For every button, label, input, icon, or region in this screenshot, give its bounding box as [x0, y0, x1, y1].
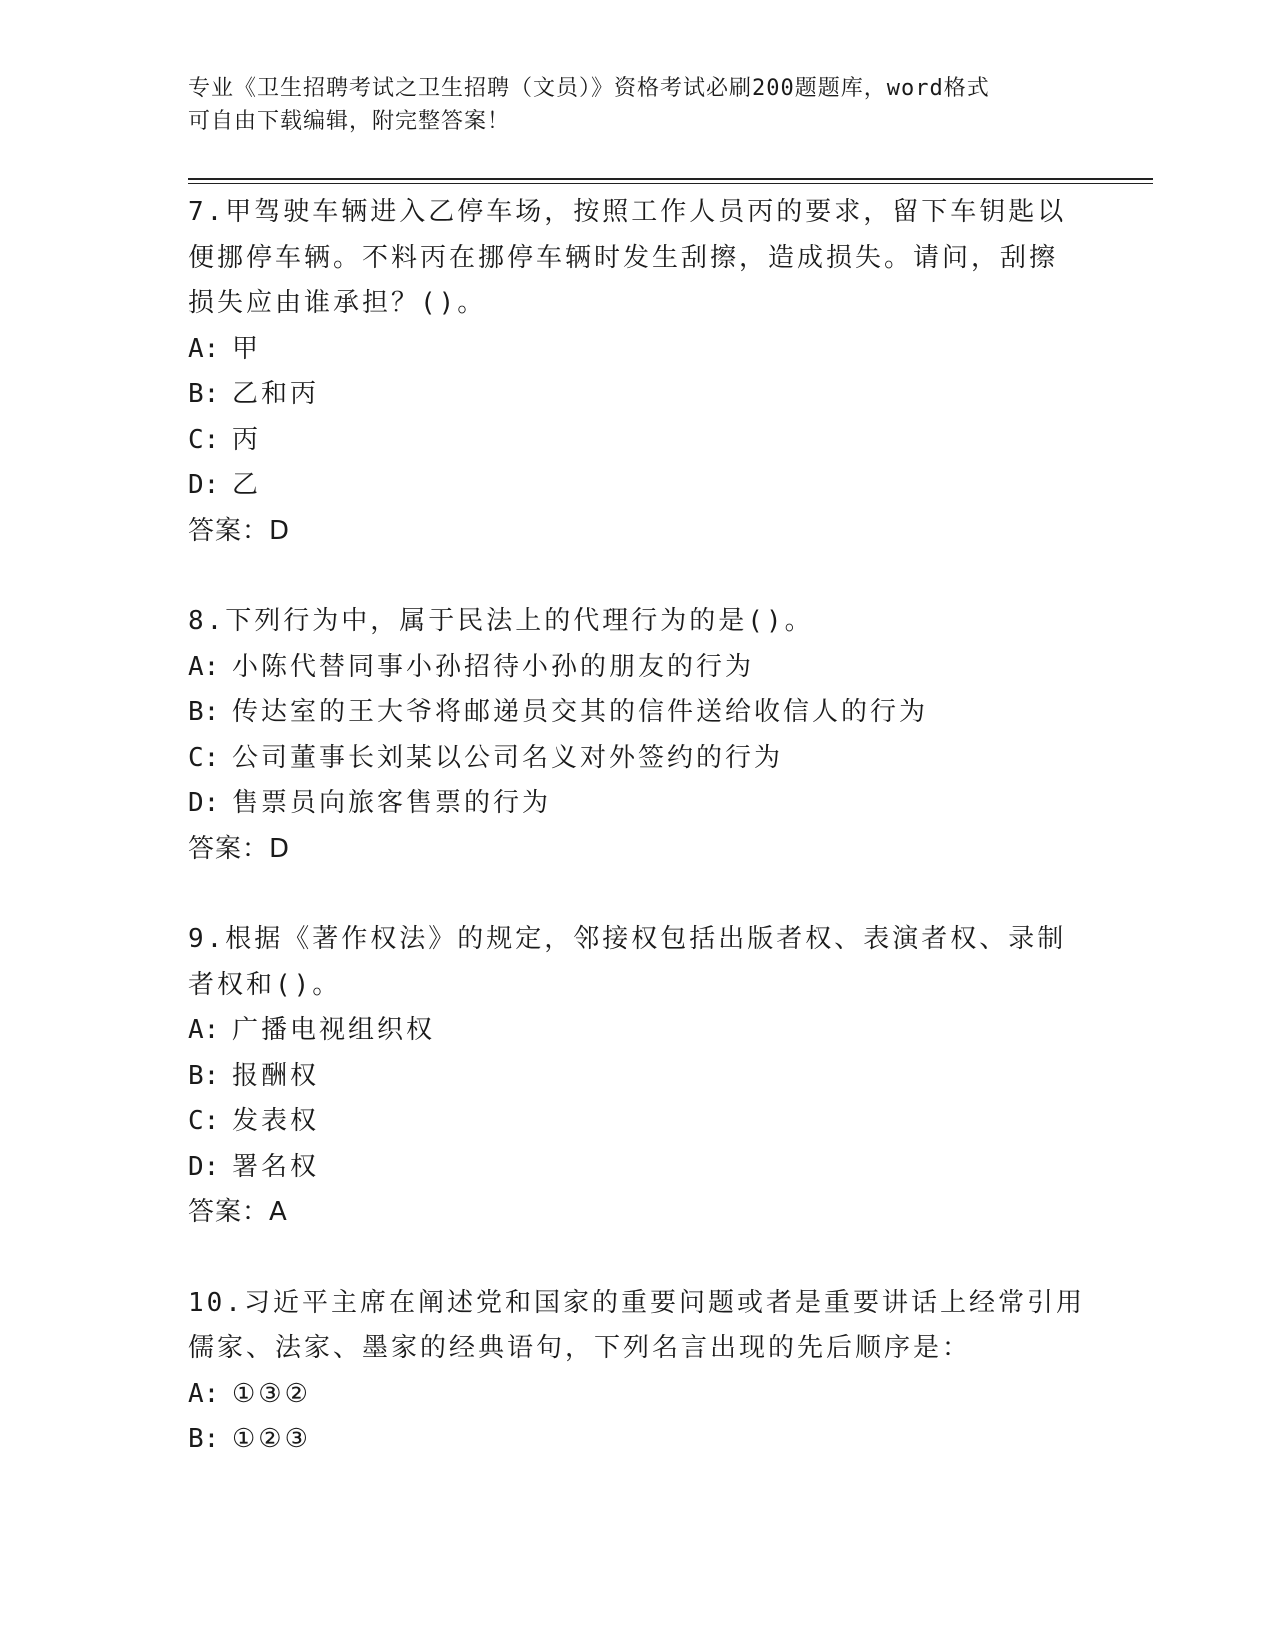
- option-b: [188, 1054, 1088, 1100]
- option-b: [188, 372, 1088, 418]
- option-text: ①②③: [232, 1424, 311, 1454]
- option-label: A:: [188, 651, 220, 682]
- option-label: A:: [188, 1015, 220, 1045]
- option-label: C:: [188, 1106, 220, 1136]
- option-text: 甲: [232, 333, 262, 364]
- option-c: [188, 418, 1088, 464]
- option-label: A:: [188, 333, 220, 364]
- answer-line: 答案：A: [188, 1197, 288, 1227]
- option-b: [188, 690, 1088, 736]
- option-text: 乙: [232, 470, 262, 500]
- option-b: [188, 1417, 1088, 1463]
- question-text-line: 7.甲驾驶车辆进入乙停车场，按照工作人员丙的要求，留下车钥匙以: [188, 197, 1067, 227]
- question-9: [188, 917, 1088, 1236]
- option-label: D:: [188, 1151, 220, 1182]
- question-7: [188, 190, 1088, 554]
- option-text: 小陈代替同事小孙招待小孙的朋友的行为: [232, 651, 755, 682]
- option-label: B:: [188, 1060, 220, 1091]
- option-label: B:: [188, 1424, 220, 1454]
- question-text-line: 损失应由谁承担？()。: [188, 288, 487, 318]
- question-text-line: 儒家、法家、墨家的经典语句，下列名言出现的先后顺序是：: [188, 1333, 972, 1363]
- option-a: [188, 1008, 1088, 1054]
- option-text: 售票员向旅客售票的行为: [232, 788, 552, 818]
- question-text-line: 者权和()。: [188, 969, 342, 1000]
- question-text-line: 8.下列行为中，属于民法上的代理行为的是()。: [188, 606, 814, 636]
- option-c: [188, 1099, 1088, 1145]
- option-label: B:: [188, 697, 220, 727]
- option-label: D:: [188, 788, 220, 818]
- question-8: [188, 599, 1088, 872]
- header-line-1: 专业《卫生招聘考试之卫生招聘（文员）》资格考试必刷200题题库，word格式: [188, 76, 990, 101]
- option-d: [188, 1145, 1088, 1191]
- option-a: [188, 1372, 1088, 1418]
- answer-line: 答案：D: [188, 833, 291, 864]
- question-text-line: 9.根据《著作权法》的规定，邻接权包括出版者权、表演者权、录制: [188, 924, 1067, 954]
- option-label: C:: [188, 424, 220, 455]
- option-text: 发表权: [232, 1106, 320, 1136]
- option-a: [188, 327, 1088, 373]
- option-d: [188, 463, 1088, 509]
- question-list: [188, 190, 1088, 1463]
- option-label: B:: [188, 379, 220, 409]
- header-line-2: 可自由下载编辑，附完整答案！: [188, 109, 511, 134]
- option-text: 署名权: [232, 1151, 320, 1182]
- document-header: [188, 72, 1068, 138]
- option-text: 公司董事长刘某以公司名义对外签约的行为: [232, 742, 784, 773]
- option-c: [188, 736, 1088, 782]
- question-10: [188, 1281, 1088, 1463]
- option-d: [188, 781, 1088, 827]
- question-text-line: 便挪停车辆。不料丙在挪停车辆时发生刮擦，造成损失。请问，刮擦: [188, 242, 1059, 273]
- option-text: 报酬权: [232, 1060, 320, 1091]
- option-label: A:: [188, 1378, 220, 1409]
- option-label: D:: [188, 470, 220, 500]
- option-a: [188, 645, 1088, 691]
- option-label: C:: [188, 742, 220, 773]
- option-text: 传达室的王大爷将邮递员交其的信件送给收信人的行为: [232, 697, 929, 727]
- header-divider-thin: [188, 183, 1153, 184]
- option-text: 丙: [232, 424, 262, 455]
- question-text-line: 10.习近平主席在阐述党和国家的重要问题或者是重要讲话上经常引用: [188, 1287, 1085, 1318]
- header-divider-thick: [188, 178, 1153, 180]
- answer-line: 答案：D: [188, 515, 291, 546]
- option-text: 乙和丙: [232, 379, 320, 409]
- option-text: 广播电视组织权: [232, 1015, 436, 1045]
- option-text: ①③②: [232, 1378, 311, 1409]
